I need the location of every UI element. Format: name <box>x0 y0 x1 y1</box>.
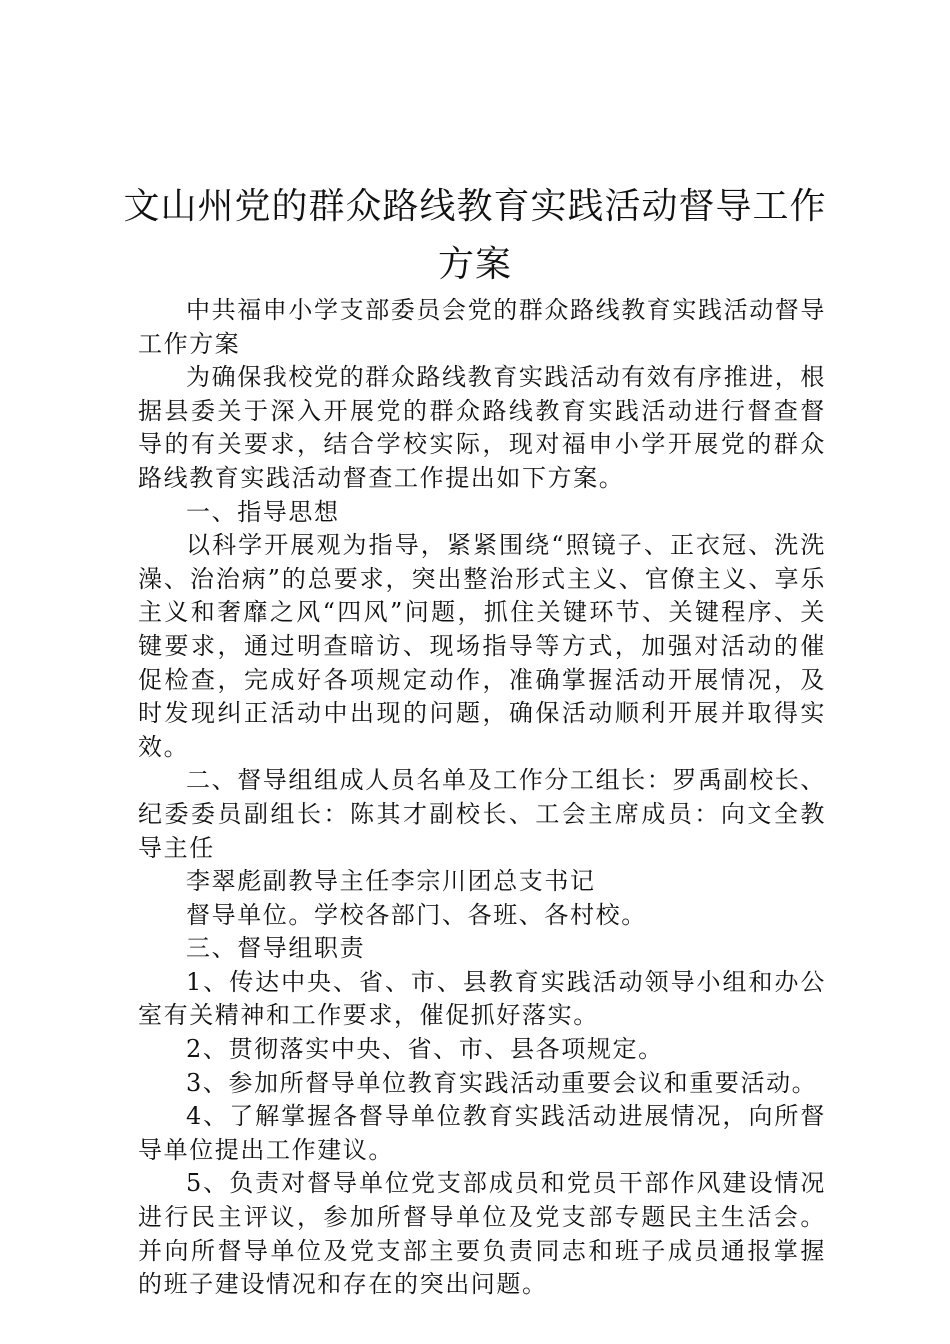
duty-item: 3、参加所督导单位教育实践活动重要会议和重要活动。 <box>186 1068 818 1097</box>
duty-item: 5、负责对督导单位党支部成员和党员干部作风建设情况进行民主评议，参加所督导单位及党支部专题民主生活会。并向所督导单位及党支部主要负责同志和班子成员通报掌握的班子建设情况和存在的突出问题。 <box>138 1169 826 1299</box>
section-heading-guiding-thought: 一、指导思想 <box>186 497 340 526</box>
duty-item: 1、传达中央、省、市、县教育实践活动领导小组和办公室有关精神和工作要求，催促抓好落实。 <box>138 967 826 1030</box>
members-continued-paragraph: 李翠彪副教导主任李宗川团总支书记 <box>186 867 596 896</box>
duty-item: 4、了解掌握各督导单位教育实践活动进展情况，向所督导单位提出工作建议。 <box>138 1102 826 1164</box>
supervised-units-paragraph: 督导单位。学校各部门、各班、各村校。 <box>186 900 647 929</box>
section-heading-duties: 三、督导组职责 <box>186 934 366 963</box>
document-body <box>138 294 826 1302</box>
guiding-thought-paragraph: 以科学开展观为指导，紧紧围绕“照镜子、正衣冠、洗洗澡、治治病”的总要求，突出整治形式主义、官僚主义、享乐主义和奢靡之风“四风”问题，抓住关键环节、关键程序、关键要求，通过明查暗访、现场指导等方式，加强对活动的催促检查，完成好各项规定动作，准确掌握活动开展情况，及时发现纠正活动中出现的问题，确保活动顺利开展并取得实效。 <box>138 531 826 761</box>
subtitle-paragraph: 中共福申小学支部委员会党的群众路线教育实践活动督导工作方案 <box>138 296 826 358</box>
duty-item: 2、贯彻落实中央、省、市、县各项规定。 <box>186 1035 664 1064</box>
section-heading-members: 二、督导组组成人员名单及工作分工组长：罗禹副校长、纪委委员副组长：陈其才副校长、工会主席成员：向文全教导主任 <box>138 766 826 862</box>
intro-paragraph: 为确保我校党的群众路线教育实践活动有效有序推进，根据县委关于深入开展党的群众路线教育实践活动进行督查督导的有关要求，结合学校实际，现对福申小学开展党的群众路线教育实践活动督查工作提出如下方案。 <box>138 363 826 492</box>
document-title: 文山州党的群众路线教育实践活动督导工作方案 <box>123 186 827 285</box>
